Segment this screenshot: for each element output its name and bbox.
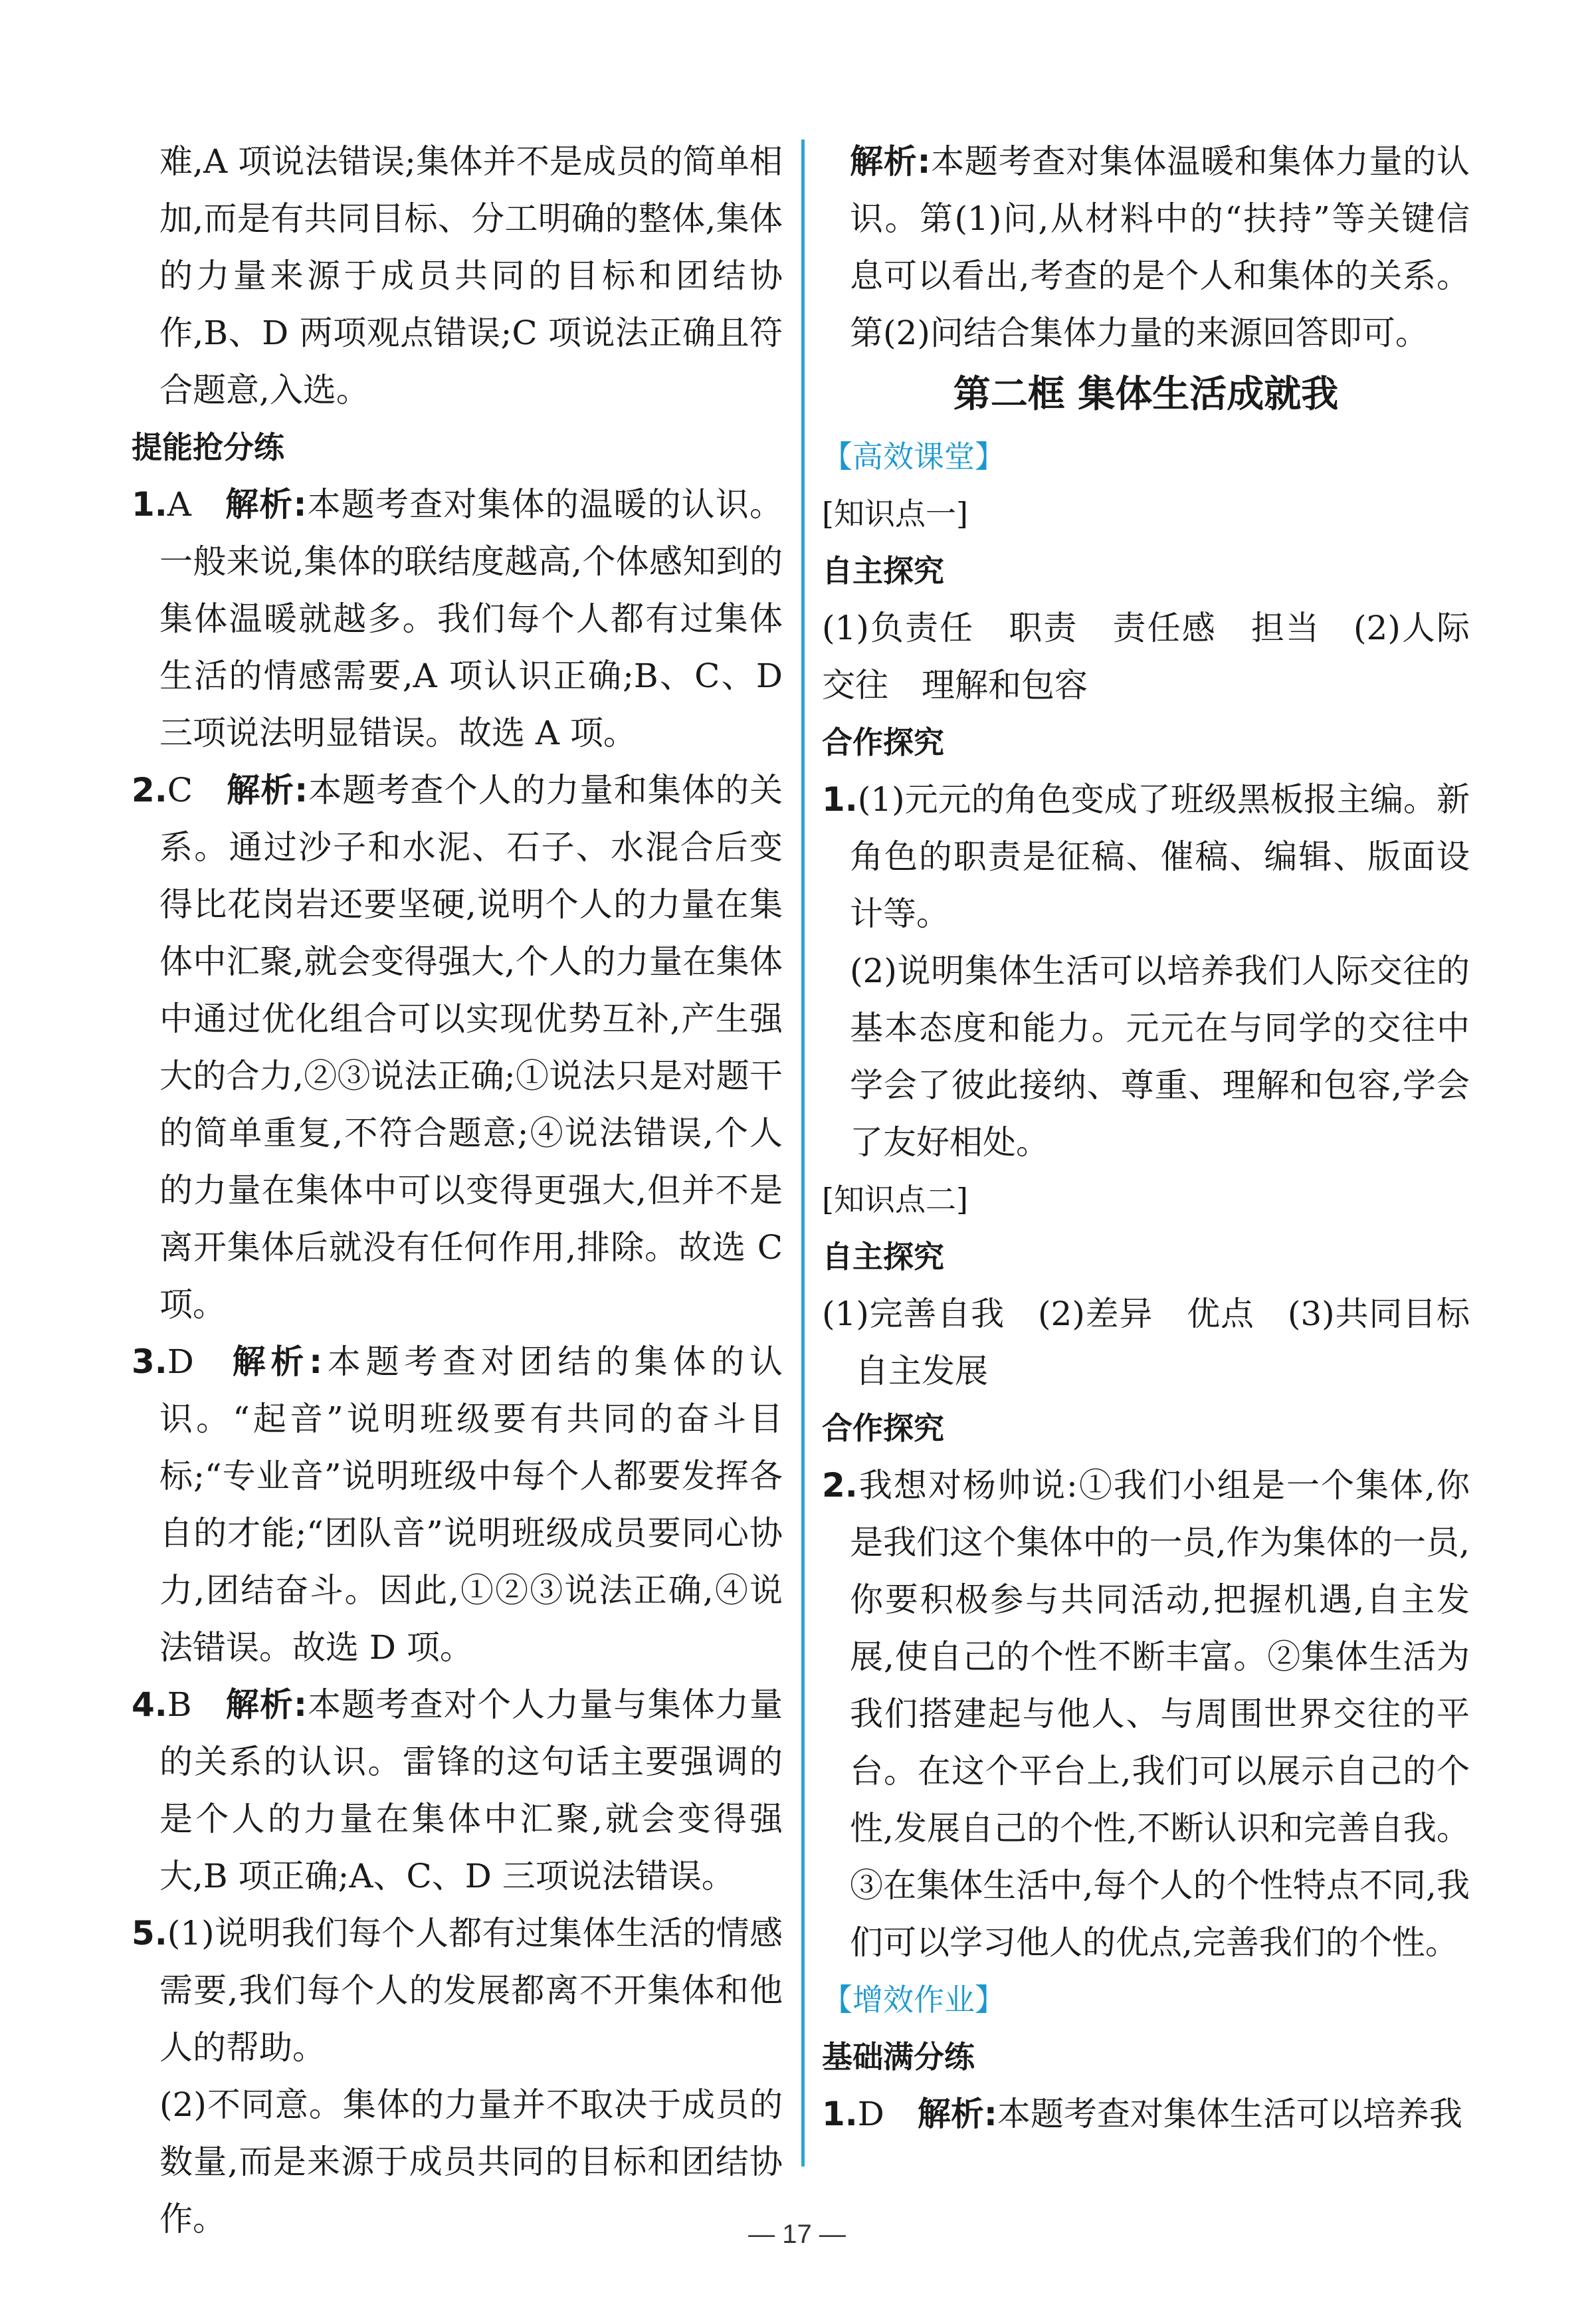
answer-item-1: 1.A 解析:本题考查对集体的温暖的认识。一般来说,集体的联结度越高,个体感知到的集体温暖就越多。我们每个人都有过集体生活的情感需要,A 项认识正确;B、C、D 三项说法明显错误。故选 A 项。 [132,485,783,752]
continued-analysis: 解析:本题考查对集体温暖和集体力量的认识。第(1)问,从材料中的“扶持”等关键信息可以看出,考查的是个人和集体的关系。第(2)问结合集体力量的来源回答即可。 [850,142,1470,352]
page-number: — 17 — [748,2220,846,2249]
continued-paragraph: 难,A 项说法错误;集体并不是成员的简单相加,而是有共同目标、分工明确的整体,集体的力量来源于成员共同的目标和团结协作,B、D 两项观点错误;C 项说法正确且符合题意,入选。 [159,142,783,409]
right-column [822,133,1470,2143]
subheading-self-explore-2: 自主探究 [822,1239,944,1275]
subheading-coop-explore-1: 合作探究 [822,724,944,760]
self-explore-answers-1: (1)负责任 职责 责任感 担当 (2)人际交往 理解和包容 [822,609,1470,704]
tag-enhanced-homework: 【增效作业】 [822,1982,1005,2018]
knowledge-point-1: [知识点一] [822,496,968,532]
answer-item-2: 2.C 解析:本题考查个人的力量和集体的关系。通过沙子和水泥、石子、水混合后变得比花岗岩还要坚硬,说明个人的力量在集体中汇聚,就会变得强大,个人的力量在集体中通过优化组合可以实现优势互补,产生强大的合力,②③说法正确;①说法只是对题干的简单重复,不符合题意;④说法错误,个人的力量在集体中可以变得更强大,但并不是离开集体后就没有任何作用,排除。故选 C 项。 [132,771,783,1324]
answer-item-4: 4.B 解析:本题考查对个人力量与集体力量的关系的认识。雷锋的这句话主要强调的是个人的力量在集体中汇聚,就会变得强大,B 项正确;A、C、D 三项说法错误。 [132,1685,783,1895]
subheading-self-explore-1: 自主探究 [822,553,944,589]
left-column [132,133,783,2248]
coop-answer-1-part-1: 1.(1)元元的角色变成了班级黑板报主编。新角色的职责是征稿、催稿、编辑、版面设计等。 [822,780,1470,933]
self-explore-answers-2: (1)完善自我 (2)差异 优点 (3)共同目标自主发展 [822,1295,1470,1390]
knowledge-point-2: [知识点二] [822,1182,968,1217]
coop-answer-1-part-2: (2)说明集体生活可以培养我们人际交往的基本态度和能力。元元在与同学的交往中学会了彼此接纳、尊重、理解和包容,学会了友好相处。 [850,952,1470,1162]
column-divider [801,140,805,2166]
subheading-coop-explore-2: 合作探究 [822,1410,944,1446]
answer-item-5: 5.(1)说明我们每个人都有过集体生活的情感需要,我们每个人的发展都离不开集体和他人的帮助。 [132,1914,783,2067]
basic-answer-1: 1.D 解析:本题考查对集体生活可以培养我 [822,2095,1462,2133]
lesson-title: 第二框 集体生活成就我 [953,373,1339,416]
tag-efficient-class: 【高效课堂】 [822,439,1005,475]
coop-answer-2: 2.我想对杨帅说:①我们小组是一个集体,你是我们这个集体中的一员,作为集体的一员,你要积极参与共同活动,把握机遇,自主发展,使自己的个性不断丰富。②集体生活为我们搭建起与他人、与周围世界交往的平台。在这个平台上,我们可以展示自己的个性,发展自己的个性,不断认识和完善自我。③在集体生活中,每个人的个性特点不同,我们可以学习他人的优点,完善我们的个性。 [822,1466,1470,1962]
section-heading: 提能抢分练 [132,429,284,465]
answer-item-3: 3.D 解析:本题考查对团结的集体的认识。“起音”说明班级要有共同的奋斗目标;“专业音”说明班级中每个人都要发挥各自的才能;“团队音”说明班级成员要同心协力,团结奋斗。因此,①②③说法正确,④说法错误。故选 D 项。 [132,1342,783,1667]
answer-item-5-part-2: (2)不同意。集体的力量并不取决于成员的数量,而是来源于成员共同的目标和团结协作。 [159,2085,783,2238]
subheading-basic-practice: 基础满分练 [822,2039,975,2075]
